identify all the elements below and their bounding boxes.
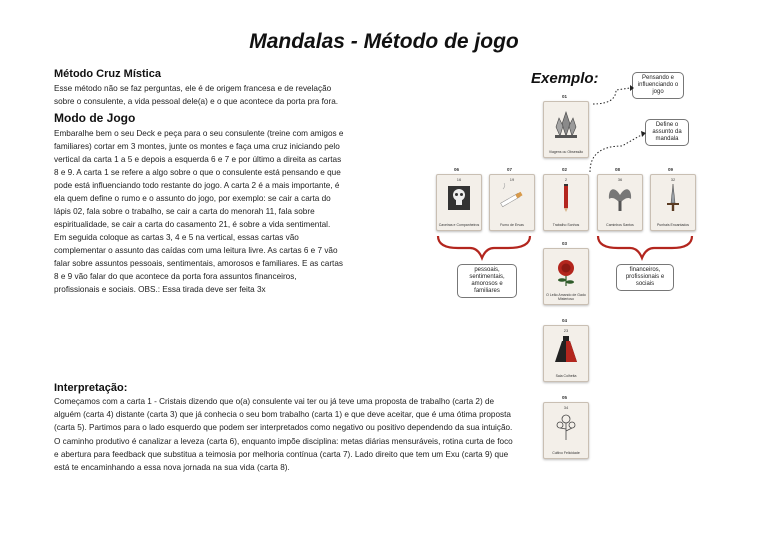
position-label-06: 06 bbox=[454, 167, 460, 172]
card-4-caption: Saia Colheita bbox=[555, 374, 577, 378]
position-label-07: 07 bbox=[507, 167, 513, 172]
position-label-05: 05 bbox=[562, 395, 568, 400]
card-9-caption: Punhais Encantados bbox=[656, 223, 690, 227]
interpretacao-text: Começamos com a carta 1 - Cristais dizendo que o(a) consulente vai ter ou já teve uma proposta de trabalho (carta 2) de alguém (carta 4) distante (carta 3) que já conhecia o seu bom trabalho (carta 1) e que deve aceitar, que é uma ótima proposta (carta 5). Partimos para o lado esquerdo que podem ser interpretados como negativo ou positivo dependendo da sua intuição. O caminho produtivo é canalizar a leveza (carta 6), enquanto impõe disciplina: metas diárias mensuráveis, rotina curta de foco e abertura para feedback que substitua a teimosia por melhoria contínua (carta 7). Lado direito que tem um Exu (carta 9) que está te encaminhando a essa nova jornada na sua vida (carta 8). bbox=[54, 397, 513, 473]
bubble-left: pessoais, sentimentais, amorosos e familiares bbox=[457, 264, 517, 298]
card-1-caption: Viagens ou Obsessão bbox=[548, 150, 584, 154]
bubble-pensando: Pensando e influenciando o jogo bbox=[632, 72, 684, 99]
card-4-number: 23 bbox=[563, 328, 569, 333]
modo-heading: Modo de Jogo bbox=[54, 111, 136, 125]
position-label-02: 02 bbox=[562, 167, 568, 172]
bubble-right: financeiros, profissionais e sociais bbox=[616, 264, 674, 291]
card-2-caption: Trabalho Sonhos bbox=[552, 223, 580, 227]
card-8-number: 36 bbox=[617, 177, 623, 182]
card-7-number: 19 bbox=[509, 177, 515, 182]
arrow-head-1 bbox=[630, 85, 634, 91]
card-8-caption: Caminhos Santos bbox=[606, 223, 634, 227]
card-2-number: 2 bbox=[564, 177, 568, 182]
card-9-number: 32 bbox=[670, 177, 676, 182]
position-label-04: 04 bbox=[562, 318, 568, 323]
position-label-08: 08 bbox=[615, 167, 621, 172]
modo-text: Embaralhe bem o seu Deck e peça para o seu consulente (treine com amigos e familiares) cortar em 3 montes, junte os montes e faça uma cruz iniciando pelo vertical da carta 1 a 5 e depois a esquerda 6 e 7 e por último a direita as cartas 8 e 9. A carta 1 se refere a algo sobre o que o consulente está pensando e que pode está influenciando todo restante do jogo. A carta 2 é a mais importante, é ela quem define o rumo e o assunto do jogo, por exemplo: se cair a carta do lápis 02, fala sobre o trabalho, se cair a carta do menorah 11, fala sobre espiritualidade, se cair a carta do casamento 21, é sobre a vida sentimental. Em seguida coloque as cartas 3, 4 e 5 na vertical, essas cartas vão complementar o assunto das caídas com uma leitura livre. As cartas 6 e 7 vão falar sobre assuntos pessoais, sentimentais, amorosos e familiares. E as cartas 8 e 9 vão falar do que acontece da porta fora assuntos financeiros, profissionais e sociais. OBS.: Essa tirada deve ser feita 3x bbox=[54, 129, 344, 294]
position-label-09: 09 bbox=[668, 167, 674, 172]
bubble-define: Define o assunto da mandala bbox=[645, 119, 689, 146]
card-6-number: 16 bbox=[456, 177, 462, 182]
page-title: Mandalas - Método de jogo bbox=[249, 30, 519, 53]
metodo-text: Esse método não se faz perguntas, ele é de origem francesa e de revelação sobre o consulente, a vida pessoal dele(a) e o que acontece da porta pra fora. bbox=[54, 84, 339, 106]
interpretacao-heading: Interpretação: bbox=[54, 382, 128, 394]
connector-dotted-1 bbox=[593, 88, 630, 104]
arrow-head-2 bbox=[641, 131, 646, 137]
brace-right bbox=[598, 236, 692, 258]
connector-dotted-2 bbox=[590, 134, 643, 172]
card-3-caption: O Leão Amando de Gado Misterioso bbox=[546, 293, 586, 301]
position-label-03: 03 bbox=[562, 241, 568, 246]
position-label-01: 01 bbox=[562, 94, 568, 99]
exemplo-label: Exemplo: bbox=[531, 70, 599, 87]
metodo-heading: Método Cruz Mística bbox=[54, 68, 161, 80]
card-6-caption: Caveiras e Companheiros bbox=[438, 223, 480, 227]
card-5-number: 34 bbox=[563, 405, 569, 410]
brace-left bbox=[438, 236, 530, 258]
card-7-caption: Fumo de Ervas bbox=[500, 223, 524, 227]
card-5-caption: Cultivo Felicidade bbox=[552, 451, 580, 455]
